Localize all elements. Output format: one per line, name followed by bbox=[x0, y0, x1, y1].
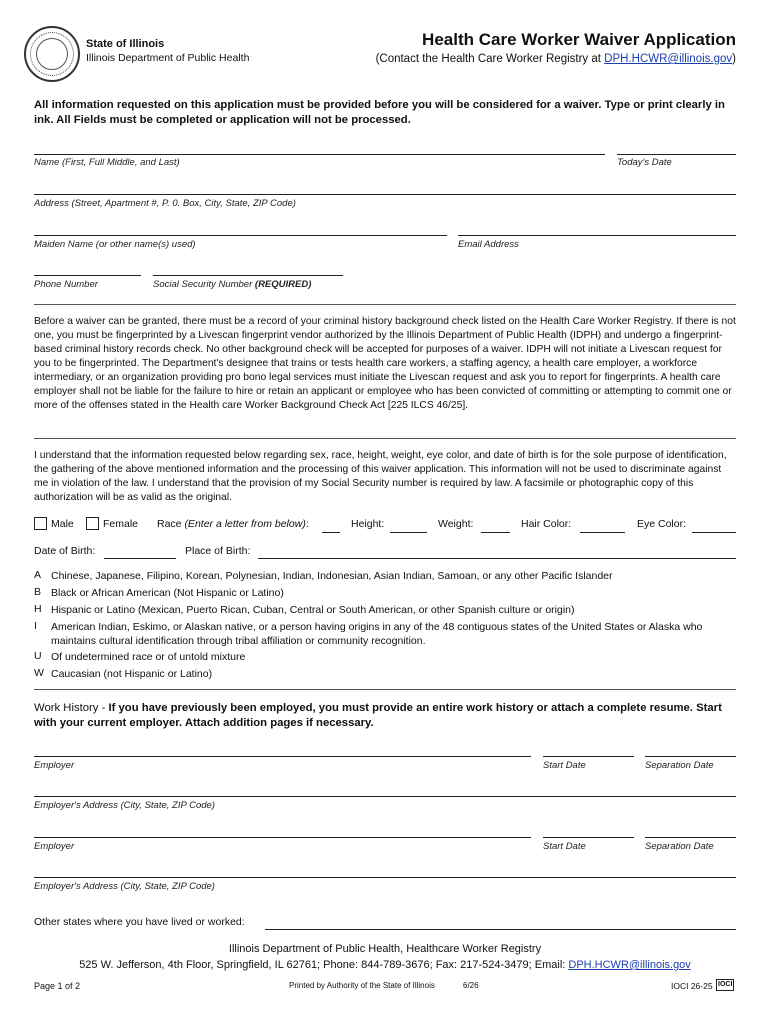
ssn-required: (REQUIRED) bbox=[254, 279, 312, 290]
work-history-heading bbox=[34, 701, 736, 731]
eye-color-line[interactable] bbox=[692, 532, 736, 533]
separation-date-line[interactable] bbox=[645, 837, 736, 838]
seal-center bbox=[36, 38, 68, 70]
employer-label: Employer bbox=[34, 841, 75, 852]
footer-org: Illinois Department of Public Health, Healthcare Worker Registry bbox=[228, 943, 542, 955]
separation-date-label: Separation Date bbox=[645, 760, 714, 771]
contact-prefix: (Contact the Health Care Worker Registry at bbox=[375, 53, 605, 65]
phone-line[interactable] bbox=[34, 275, 141, 276]
race-description: Of undetermined race or of untold mixture bbox=[51, 651, 246, 663]
race-code: B bbox=[34, 586, 42, 598]
form-title: Health Care Worker Waiver Application bbox=[422, 30, 736, 49]
state-name: State of Illinois bbox=[86, 38, 165, 50]
ioci-logo: IOCI bbox=[716, 979, 734, 991]
date-code: 6/26 bbox=[463, 981, 479, 990]
employer-address-line[interactable] bbox=[34, 877, 736, 878]
footer-address: 525 W. Jefferson, 4th Floor, Springfield, IL 62761; Phone: 844-789-3676; Fax: 217-524-3479; Email: bbox=[79, 959, 569, 971]
identification-paragraph: I understand that the information requested below regarding sex, race, height, weight, eye color, and date of birth is for the sole purpose of identification, the gathering of the above mentioned information and the processing of this waiver application. This information will not be used to discriminate against me in violation of the law. I understand that the provision of my Social Security number is required by law. A facsimile or photographic copy of this authorization will be as valid as the original. bbox=[34, 450, 727, 503]
section-divider bbox=[34, 304, 736, 305]
work-history-instructions: If you have previously been employed, you must provide an entire work history or attach a complete resume. Start with your current employer. Attach addition pages if necessary. bbox=[34, 702, 722, 729]
employer-address-label: Employer's Address (City, State, ZIP Code) bbox=[34, 800, 215, 811]
maiden-name-line[interactable] bbox=[34, 235, 447, 236]
start-date-line[interactable] bbox=[543, 756, 634, 757]
height-label: Height: bbox=[351, 518, 385, 530]
employer-address-label: Employer's Address (City, State, ZIP Code) bbox=[34, 881, 215, 892]
start-date-label: Start Date bbox=[543, 841, 586, 852]
race-code: H bbox=[34, 603, 42, 615]
race-code: W bbox=[34, 667, 44, 679]
hair-color-label: Hair Color: bbox=[521, 518, 572, 530]
section-divider bbox=[34, 438, 736, 439]
employer-line[interactable] bbox=[34, 756, 531, 757]
page-number: Page 1 of 2 bbox=[34, 981, 81, 991]
phone-label: Phone Number bbox=[34, 279, 98, 290]
ssn-line[interactable] bbox=[153, 275, 343, 276]
pob-label: Place of Birth: bbox=[185, 545, 251, 557]
eye-color-label: Eye Color: bbox=[637, 518, 687, 530]
work-history-title: Work History - bbox=[34, 702, 109, 714]
race-description: Hispanic or Latino (Mexican, Puerto Rican, Cuban, Central or South American, or other Spanish culture or origin) bbox=[51, 604, 575, 616]
email-label: Email Address bbox=[458, 239, 519, 250]
other-states-line[interactable] bbox=[265, 929, 736, 930]
race-label bbox=[157, 518, 309, 530]
section-divider bbox=[34, 689, 736, 690]
race-colon: : bbox=[305, 518, 309, 530]
separation-date-label: Separation Date bbox=[645, 841, 714, 852]
female-label: Female bbox=[103, 518, 139, 530]
state-seal-logo bbox=[24, 26, 80, 82]
printed-by: Printed by Authority of the State of Illinois bbox=[289, 981, 435, 990]
separation-date-line[interactable] bbox=[645, 756, 736, 757]
ssn-label bbox=[153, 279, 311, 290]
contact-suffix: ) bbox=[732, 53, 736, 65]
race-description: Black or African American (Not Hispanic or Latino) bbox=[51, 587, 284, 599]
race-line[interactable] bbox=[322, 532, 340, 533]
race-label-text: Race bbox=[157, 518, 185, 530]
today-date-label: Today's Date bbox=[617, 157, 672, 168]
hair-color-line[interactable] bbox=[580, 532, 625, 533]
maiden-name-label: Maiden Name (or other name(s) used) bbox=[34, 239, 196, 250]
weight-label: Weight: bbox=[438, 518, 474, 530]
footer-address-line bbox=[0, 959, 770, 971]
email-line[interactable] bbox=[458, 235, 736, 236]
department-name: Illinois Department of Public Health bbox=[86, 52, 250, 64]
fingerprint-paragraph: Before a waiver can be granted, there must be a record of your criminal history background check listed on the Health Care Worker Registry. If there is not one, you must be fingerprinted by a Livescan fingerprint vendor authorized by the Illinois Department of Public Health (IDPH) and undergo a fingerprint-based criminal history records check. No other background check will be accepted for purposes of a waiver. IDPH will not initiate a Livescan request for you to be fingerprinted. The Department's designee that trains or tests health care workers, a staffing agency, a health care employer, a workforce intermediary, or an organization providing pro bono legal services must initiate the Livescan request and ask you to report for fingerprints. A health care employer shall not be liable for the failure to hire or retain an applicant or employee who has been convicted of committing or attempting to commit one or more of the offenses stated in the Health care Worker Background Check Act [225 ILCS 46/25]. bbox=[34, 316, 736, 411]
address-label: Address (Street, Apartment #, P. 0. Box, City, State, ZIP Code) bbox=[34, 198, 296, 209]
pob-line[interactable] bbox=[258, 558, 736, 559]
male-label: Male bbox=[51, 518, 74, 530]
female-checkbox[interactable] bbox=[86, 517, 99, 530]
race-code: U bbox=[34, 650, 42, 662]
today-date-line[interactable] bbox=[617, 154, 736, 155]
male-checkbox[interactable] bbox=[34, 517, 47, 530]
form-code: IOCI 26-25 bbox=[671, 981, 713, 991]
ssn-label-text: Social Security Number bbox=[153, 279, 255, 290]
contact-email-link[interactable]: DPH.HCWR@illinois.gov bbox=[604, 53, 733, 65]
name-line[interactable] bbox=[34, 154, 605, 155]
address-line[interactable] bbox=[34, 194, 736, 195]
start-date-label: Start Date bbox=[543, 760, 586, 771]
race-code: I bbox=[34, 620, 37, 632]
footer-email-link[interactable]: DPH.HCWR@illinois.gov bbox=[568, 959, 691, 971]
dob-line[interactable] bbox=[104, 558, 176, 559]
employer-address-line[interactable] bbox=[34, 796, 736, 797]
weight-line[interactable] bbox=[481, 532, 510, 533]
race-description: American Indian, Eskimo, or Alaskan native, or a person having origins in any of the 48 contiguous states of the United States or Alaska who maintains cultural identification through tribal affiliation or community recognition. bbox=[51, 621, 703, 647]
dob-label: Date of Birth: bbox=[34, 545, 96, 557]
height-line[interactable] bbox=[390, 532, 427, 533]
contact-line bbox=[376, 53, 736, 65]
employer-label: Employer bbox=[34, 760, 75, 771]
intro-instructions: All information requested on this application must be provided before you will be considered for a waiver. Type or print clearly in ink. All Fields must be completed or application will not be processed. bbox=[34, 99, 725, 126]
employer-line[interactable] bbox=[34, 837, 531, 838]
race-description: Chinese, Japanese, Filipino, Korean, Polynesian, Indian, Indonesian, Asian Indian, Samoan, or any other Pacific Islander bbox=[51, 570, 613, 582]
race-code: A bbox=[34, 569, 42, 581]
start-date-line[interactable] bbox=[543, 837, 634, 838]
race-hint: (Enter a letter from below) bbox=[184, 518, 306, 530]
race-description: Caucasian (not Hispanic or Latino) bbox=[51, 668, 213, 680]
other-states-label: Other states where you have lived or worked: bbox=[34, 916, 245, 928]
name-label: Name (First, Full Middle, and Last) bbox=[34, 157, 180, 168]
